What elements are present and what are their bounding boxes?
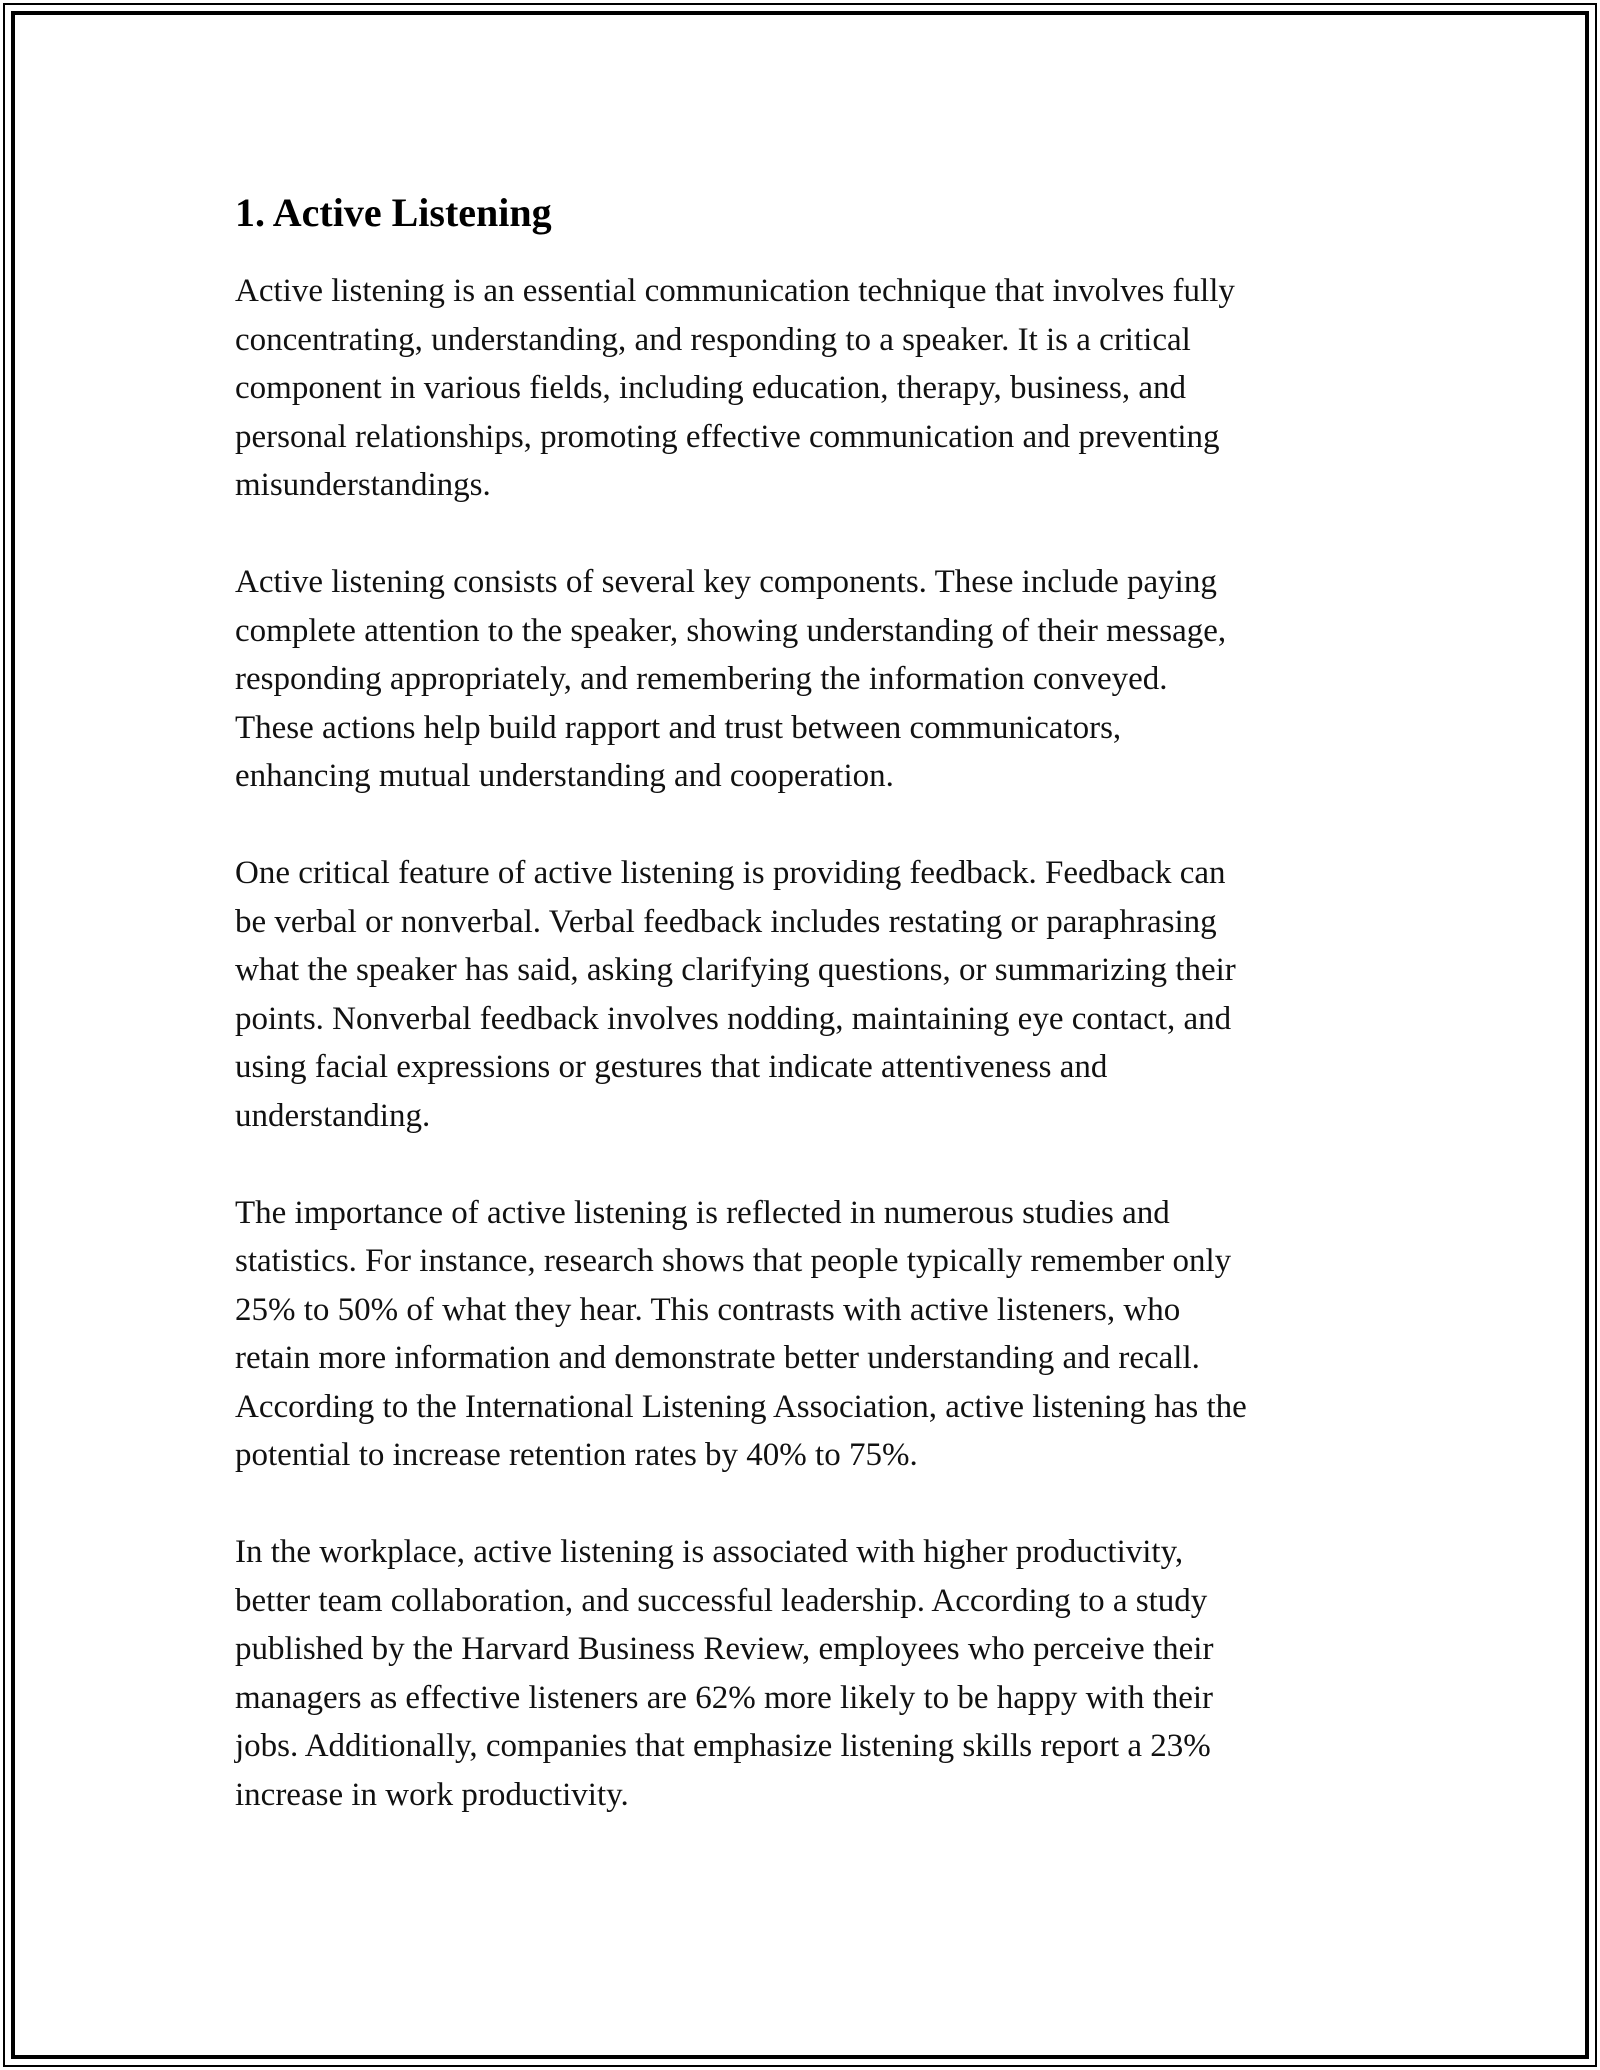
paragraph-line: In the workplace, active listening is associated with higher productivity,	[235, 1534, 1184, 1570]
paragraph-line: personal relationships, promoting effective communication and preventing	[235, 418, 1220, 455]
section-heading: 1. Active Listening	[235, 190, 552, 235]
paragraph-line: published by the Harvard Business Review, employees who perceive their	[235, 1631, 1214, 1667]
paragraph-line: enhancing mutual understanding and cooperation.	[235, 758, 894, 794]
paragraph-line: complete attention to the speaker, showing understanding of their message,	[235, 612, 1227, 649]
paragraph-line: potential to increase retention rates by 40% to 75%.	[235, 1437, 918, 1473]
body-paragraph	[235, 267, 1365, 510]
body-paragraph	[235, 1528, 1365, 1819]
paragraph-line: be verbal or nonverbal. Verbal feedback includes restating or paraphrasing	[235, 903, 1217, 940]
paragraph-line: managers as effective listeners are 62% more likely to be happy with their	[235, 1679, 1214, 1716]
paragraph-line: points. Nonverbal feedback involves nodding, maintaining eye contact, and	[235, 1000, 1232, 1037]
paragraph-line: statistics. For instance, research shows that people typically remember only	[235, 1243, 1232, 1279]
body-paragraph	[235, 558, 1365, 801]
body-paragraph	[235, 1189, 1365, 1480]
paragraph-list	[235, 267, 1365, 1819]
paragraph-line: retain more information and demonstrate better understanding and recall.	[235, 1340, 1200, 1376]
body-paragraph	[235, 849, 1365, 1140]
paragraph-line: concentrating, understanding, and responding to a speaker. It is a critical	[235, 321, 1191, 358]
paragraph-line: Active listening is an essential communication technique that involves fully	[235, 273, 1235, 309]
paragraph-line: what the speaker has said, asking clarifying questions, or summarizing their	[235, 952, 1236, 988]
paragraph-line: component in various fields, including education, therapy, business, and	[235, 370, 1186, 406]
paragraph-line: responding appropriately, and remembering the information conveyed.	[235, 661, 1168, 697]
paragraph-line: These actions help build rapport and trust between communicators,	[235, 709, 1122, 746]
paragraph-line: The importance of active listening is reflected in numerous studies and	[235, 1194, 1170, 1231]
paragraph-line: jobs. Additionally, companies that emphasize listening skills report a 23%	[235, 1728, 1211, 1764]
paragraph-line: using facial expressions or gestures that indicate attentiveness and	[235, 1049, 1108, 1085]
paragraph-line: One critical feature of active listening is providing feedback. Feedback can	[235, 855, 1226, 891]
paragraph-line: 25% to 50% of what they hear. This contrasts with active listeners, who	[235, 1291, 1181, 1328]
paragraph-line: increase in work productivity.	[235, 1776, 629, 1813]
paragraph-line: According to the International Listening Association, active listening has the	[235, 1388, 1247, 1425]
paragraph-line: misunderstandings.	[235, 467, 491, 503]
paragraph-line: understanding.	[235, 1097, 431, 1134]
paragraph-line: better team collaboration, and successful leadership. According to a study	[235, 1582, 1208, 1619]
document-body	[235, 183, 1365, 1868]
paragraph-line: Active listening consists of several key components. These include paying	[235, 564, 1217, 600]
